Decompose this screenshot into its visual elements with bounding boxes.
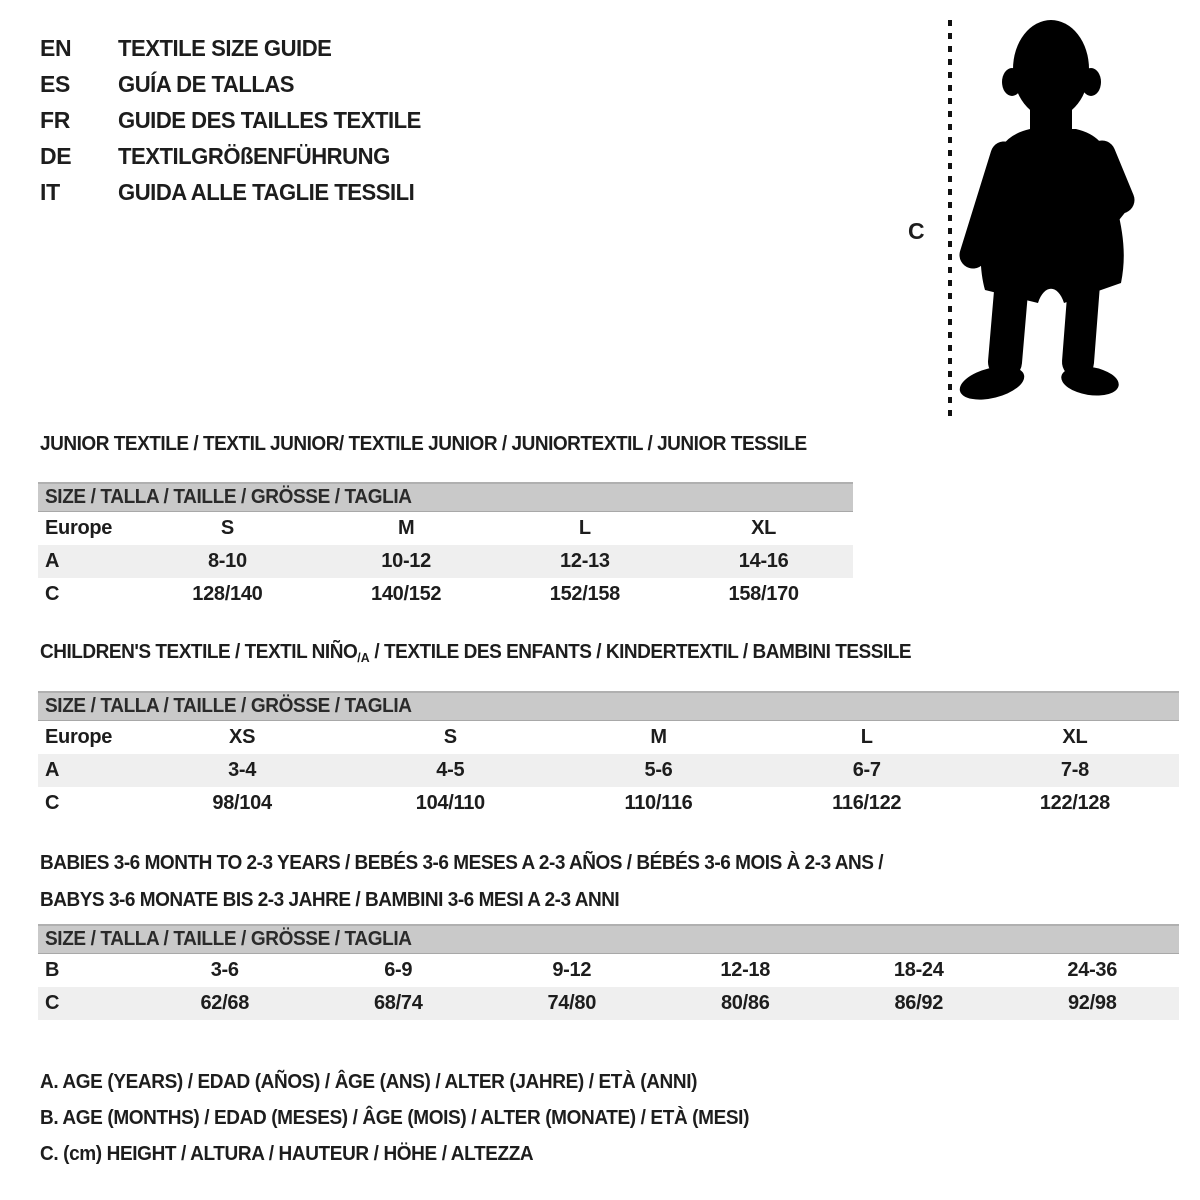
list-item	[40, 102, 434, 138]
height-cell: 122/128	[1039, 792, 1111, 814]
table-row	[38, 787, 1179, 820]
list-item	[40, 30, 434, 66]
row-label: C	[45, 792, 60, 814]
age-cell: 3-4	[228, 759, 257, 781]
table-header-bar	[38, 482, 853, 512]
table-row	[38, 578, 853, 611]
babies-size-table	[38, 924, 1179, 1020]
size-cell: L	[578, 517, 591, 539]
table-row	[38, 721, 1179, 754]
children-title-prefix: CHILDREN'S TEXTILE / TEXTIL NIÑO	[40, 641, 358, 663]
table-row	[38, 954, 1179, 987]
table-header-label: SIZE / TALLA / TAILLE / GRÖSSE / TAGLIA	[45, 486, 412, 508]
height-cell: 128/140	[192, 583, 263, 605]
height-cell: 68/74	[373, 992, 423, 1014]
guide-title: TEXTILGRÖßENFÜHRUNG	[118, 142, 390, 169]
guide-title: TEXTILE SIZE GUIDE	[118, 34, 332, 61]
language-code: IT	[40, 178, 60, 205]
table-row	[38, 754, 1179, 787]
age-cell: 12-18	[720, 959, 771, 981]
babies-section-title	[40, 845, 883, 919]
language-code: ES	[40, 70, 71, 97]
height-cell: 98/104	[212, 792, 272, 814]
row-label: C	[45, 583, 60, 605]
language-title-list	[40, 30, 434, 210]
height-cell: 158/170	[728, 583, 799, 605]
age-cell: 12-13	[560, 550, 610, 572]
row-label: A	[45, 759, 60, 781]
age-cell: 6-7	[852, 759, 881, 781]
children-size-table	[38, 691, 1179, 820]
toddler-silhouette-illustration	[900, 12, 1150, 422]
size-cell: XS	[229, 726, 256, 748]
guide-title: GUIDE DES TAILLES TEXTILE	[118, 106, 421, 133]
height-cell: 80/86	[720, 992, 770, 1014]
list-item	[40, 174, 434, 210]
table-row	[38, 545, 853, 578]
height-cell: 104/110	[415, 792, 485, 814]
language-code: DE	[40, 142, 72, 169]
age-cell: 4-5	[436, 759, 465, 781]
age-cell: 7-8	[1060, 759, 1089, 781]
babies-title-line1: BABIES 3-6 MONTH TO 2-3 YEARS / BEBÉS 3-6 MESES A 2-3 AÑOS / BÉBÉS 3-6 MOIS À 2-3 ANS /	[40, 852, 884, 874]
age-cell: 14-16	[738, 550, 789, 572]
row-label: C	[45, 992, 60, 1014]
size-cell: XL	[1062, 726, 1088, 748]
age-cell: 9-12	[552, 959, 592, 981]
table-row	[38, 512, 853, 545]
children-title-suffix: / TEXTILE DES ENFANTS / KINDERTEXTIL / BAMBINI TESSILE	[369, 641, 912, 663]
junior-size-table	[38, 482, 853, 611]
height-cell: 140/152	[371, 583, 442, 605]
age-cell: 8-10	[207, 550, 247, 572]
size-cell: M	[650, 726, 667, 748]
list-item	[40, 66, 434, 102]
size-cell: XL	[751, 517, 777, 539]
toddler-silhouette	[956, 20, 1123, 406]
legend-line-c: C. (cm) HEIGHT / ALTURA / HAUTEUR / HÖHE / ALTEZZA	[40, 1143, 534, 1165]
size-cell: L	[860, 726, 873, 748]
table-header-bar	[38, 691, 1179, 721]
age-cell: 5-6	[644, 759, 673, 781]
table-header-label: SIZE / TALLA / TAILLE / GRÖSSE / TAGLIA	[45, 695, 412, 717]
junior-section-title: JUNIOR TEXTILE / TEXTIL JUNIOR/ TEXTILE JUNIOR / JUNIORTEXTIL / JUNIOR TESSILE	[40, 433, 807, 455]
height-cell: 74/80	[547, 992, 597, 1014]
height-cell: 92/98	[1067, 992, 1117, 1014]
age-cell: 18-24	[893, 959, 944, 981]
height-cell: 86/92	[894, 992, 944, 1014]
table-header-label: SIZE / TALLA / TAILLE / GRÖSSE / TAGLIA	[45, 928, 412, 950]
height-cell: 110/116	[624, 792, 693, 814]
age-cell: 10-12	[381, 550, 431, 572]
age-cell: 3-6	[210, 959, 239, 981]
height-cell: 62/68	[200, 992, 250, 1014]
language-code: FR	[40, 106, 71, 133]
legend-line-b: B. AGE (MONTHS) / EDAD (MESES) / ÂGE (MOIS) / ALTER (MONATE) / ETÀ (MESI)	[40, 1107, 750, 1129]
age-cell: 6-9	[384, 959, 413, 981]
children-title-subscript: /A	[357, 650, 370, 665]
list-item	[40, 138, 434, 174]
legend-line-a: A. AGE (YEARS) / EDAD (AÑOS) / ÂGE (ANS) / ALTER (JAHRE) / ETÀ (ANNI)	[40, 1071, 698, 1093]
size-guide-figure	[900, 12, 1150, 422]
table-row	[38, 987, 1179, 1020]
language-code: EN	[40, 34, 72, 61]
size-cell: S	[443, 726, 457, 748]
guide-title: GUÍA DE TALLAS	[118, 70, 295, 97]
row-label: A	[45, 550, 60, 572]
height-cell: 116/122	[832, 792, 902, 814]
measure-label-c: C	[908, 218, 925, 244]
measurement-legend	[40, 1064, 786, 1172]
height-cell: 152/158	[549, 583, 620, 605]
age-cell: 24-36	[1067, 959, 1118, 981]
babies-title-line2: BABYS 3-6 MONATE BIS 2-3 JAHRE / BAMBINI 3-6 MESI A 2-3 ANNI	[40, 889, 620, 911]
row-label: B	[45, 959, 60, 981]
guide-title: GUIDA ALLE TAGLIE TESSILI	[118, 178, 415, 205]
size-cell: S	[220, 517, 234, 539]
children-section-title	[40, 641, 911, 664]
row-label: Europe	[45, 726, 113, 748]
size-cell: M	[397, 517, 415, 539]
row-label: Europe	[45, 517, 113, 539]
table-header-bar	[38, 924, 1179, 954]
